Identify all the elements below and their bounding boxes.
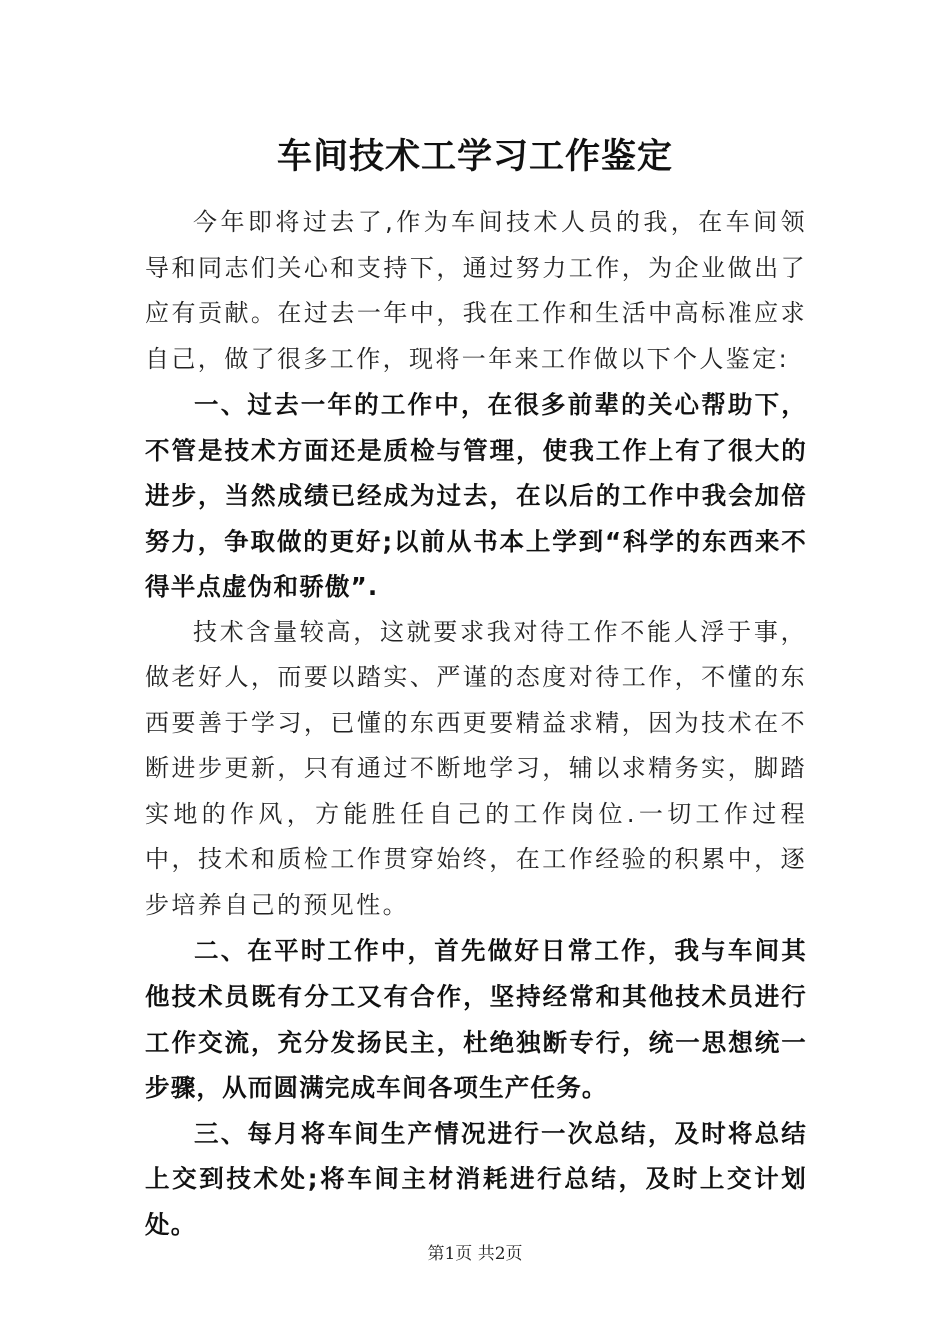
page-number-footer: 第1页 共2页 — [427, 1244, 523, 1264]
paragraph-section-three: 三、每月将车间生产情况进行一次总结，及时将总结上交到技术处;将车间主材消耗进行总结，及时上交计划处。 — [145, 1118, 807, 1240]
paragraph-section-one: 一、过去一年的工作中，在很多前辈的关心帮助下，不管是技术方面还是质检与管理，使我工作上有了很大的进步，当然成绩已经成为过去，在以后的工作中我会加倍努力，争取做的更好;以前从书本上学到“科学的东西来不得半点虚伪和骄傲”. — [145, 390, 807, 602]
paragraph-section-two: 二、在平时工作中，首先做好日常工作，我与车间其他技术员既有分工又有合作，坚持经常和其他技术员进行工作交流，充分发扬民主，杜绝独断专行，统一思想统一步骤，从而圆满完成车间各项生产任务。 — [145, 936, 807, 1103]
document-title: 车间技术工学习工作鉴定 — [276, 136, 673, 177]
paragraph-technical: 技术含量较高，这就要求我对待工作不能人浮于事，做老好人，而要以踏实、严谨的态度对待工作，不懂的东西要善于学习，已懂的东西更要精益求精，因为技术在不断进步更新，只有通过不断地学习，辅以求精务实，脚踏实地的作风，方能胜任自己的工作岗位.一切工作过程中，技术和质检工作贯穿始终，在工作经验的积累中，逐步培养自己的预见性。 — [145, 617, 807, 919]
document-body — [145, 200, 807, 1248]
paragraph-intro: 今年即将过去了,作为车间技术人员的我，在车间领导和同志们关心和支持下，通过努力工作，为企业做出了应有贡献。在过去一年中，我在工作和生活中高标准应求自己，做了很多工作，现将一年来工作做以下个人鉴定: — [145, 208, 807, 373]
